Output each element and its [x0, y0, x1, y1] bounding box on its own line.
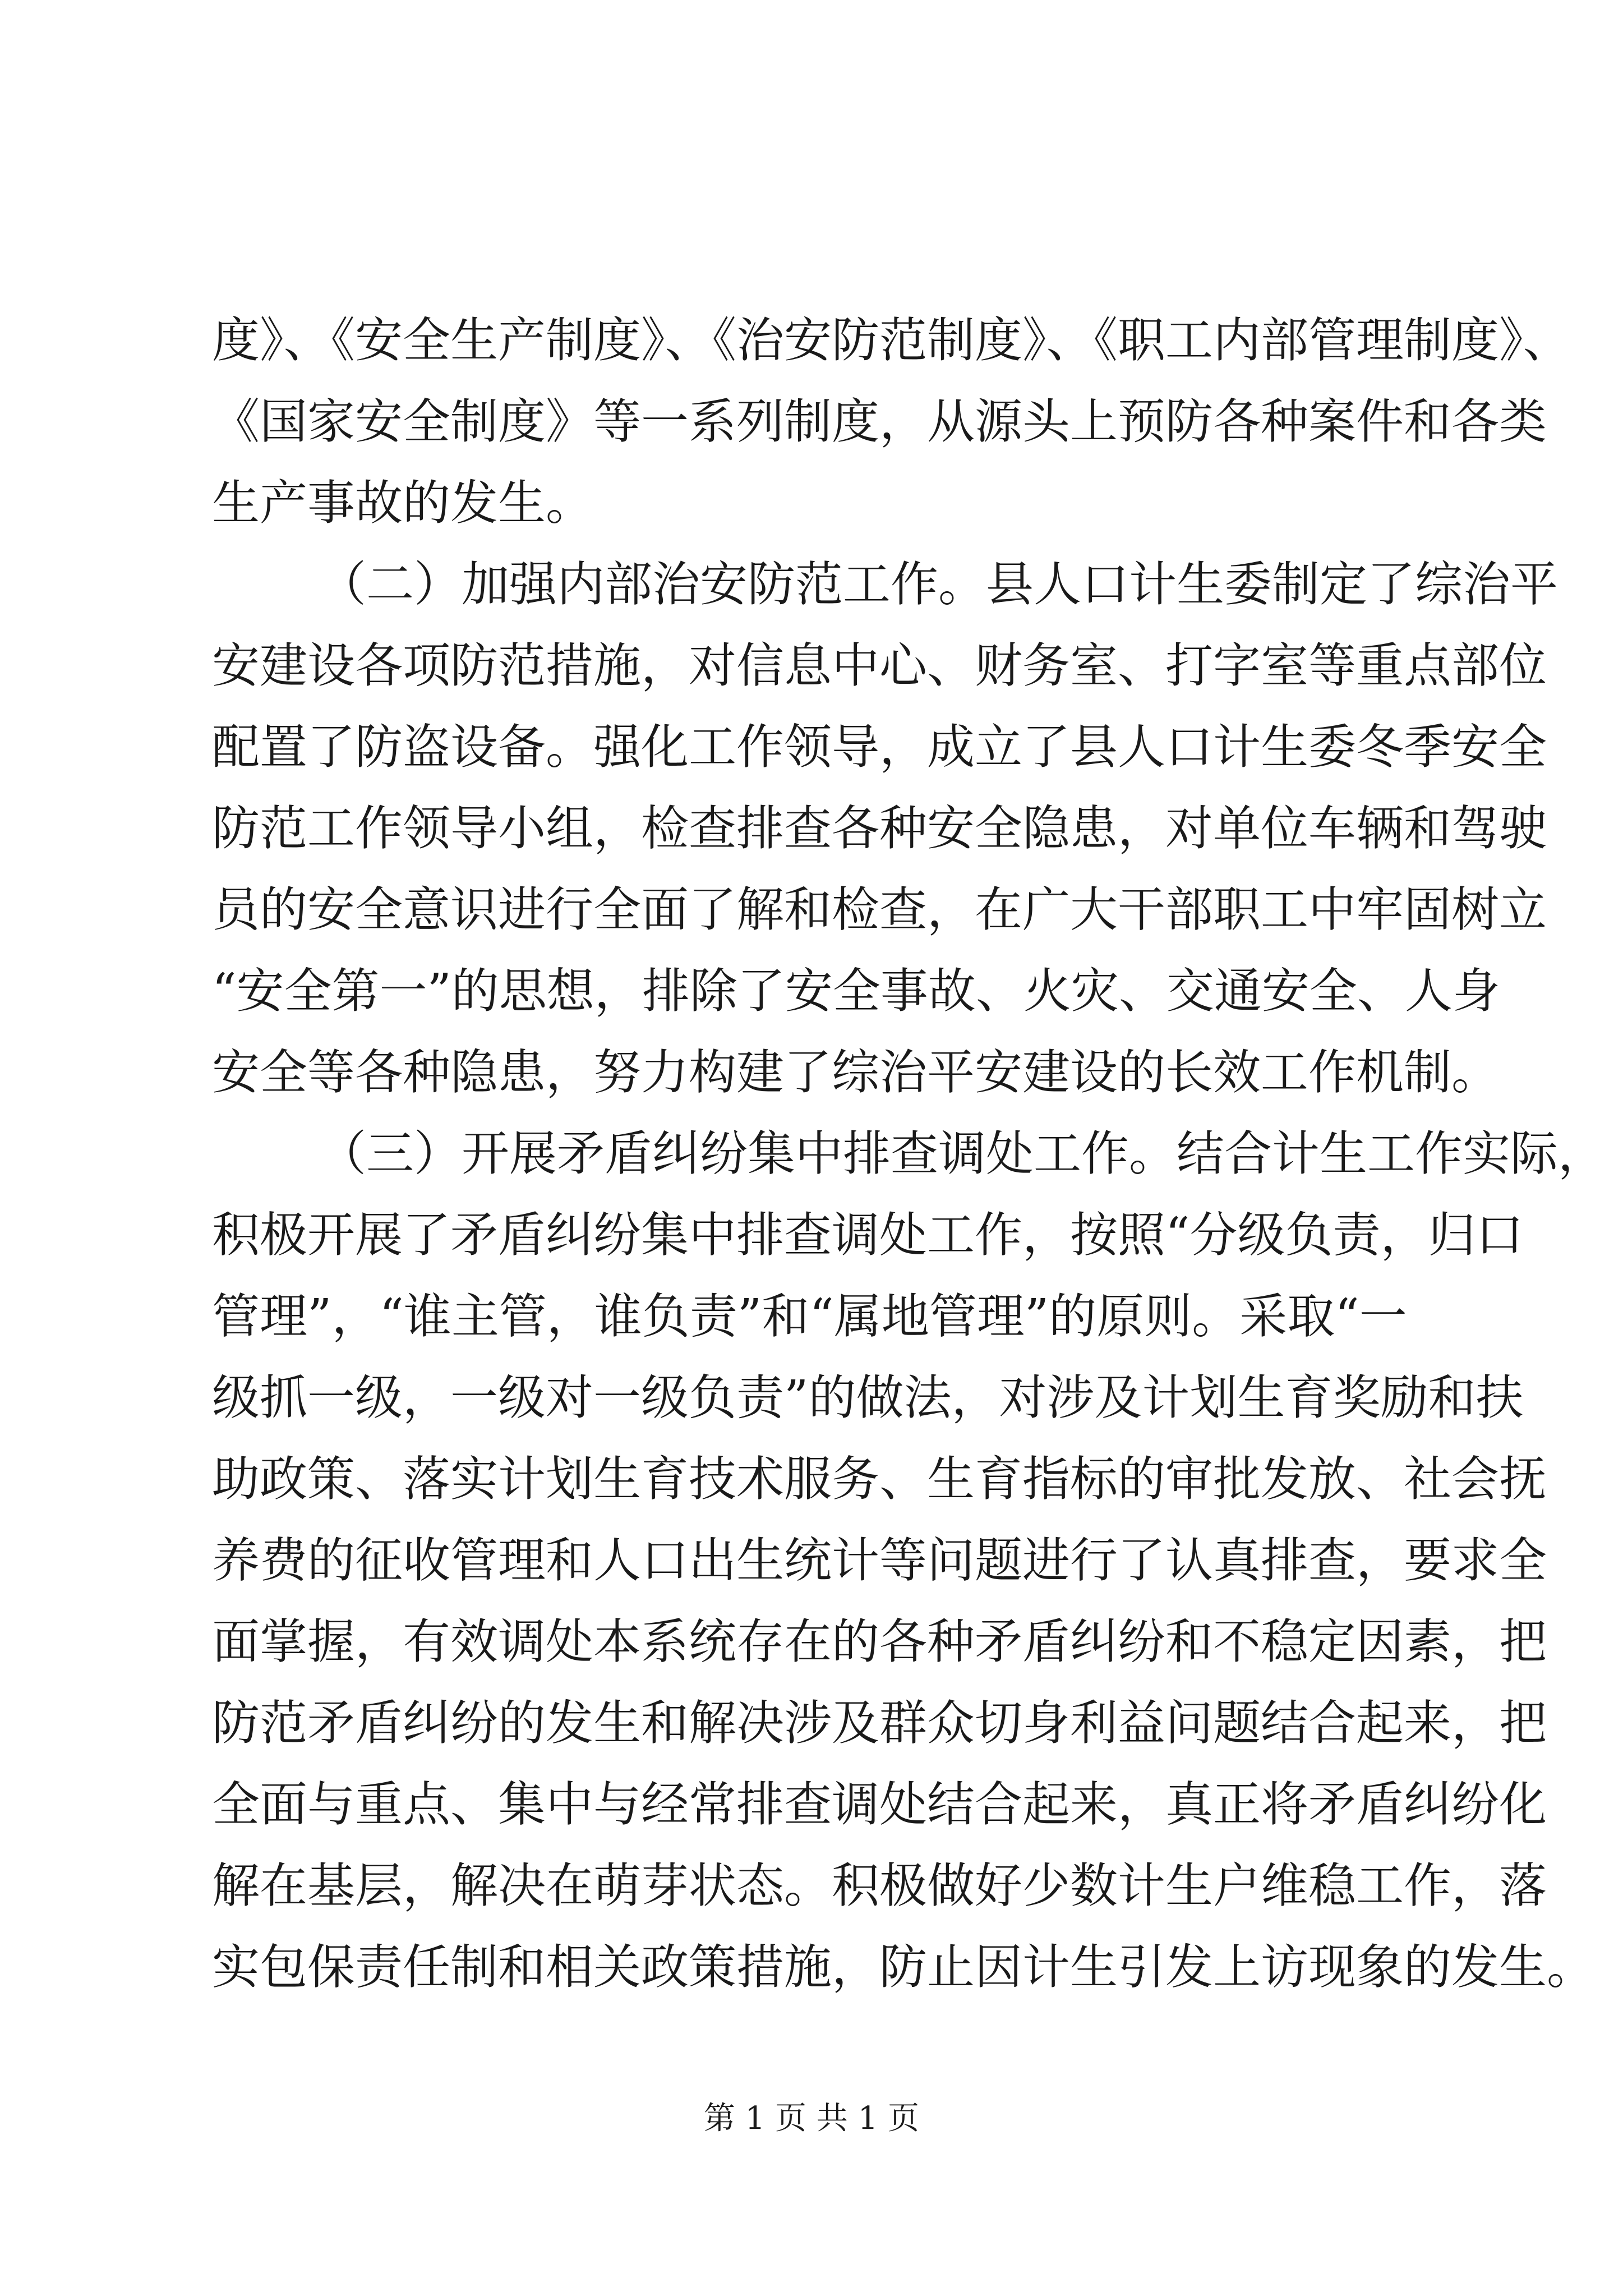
paragraph-line: 管理”，“谁主管，谁负责”和“属地管理”的原则。采取“一 [212, 1289, 1407, 1345]
paragraph-line: 安全等各种隐患，努力构建了综治平安建设的长效工作机制。 [212, 1045, 1500, 1101]
page-number-footer: 第 1 页 共 1 页 [703, 2100, 920, 2137]
paragraph-line: 实包保责任制和相关政策措施，防止因计生引发上访现象的发生。 [212, 1940, 1595, 1995]
paragraph-line: 全面与重点、集中与经常排查调处结合起来，真正将矛盾纠纷化 [212, 1777, 1547, 1833]
paragraph-line: “安全第一”的思想，排除了安全事故、火灾、交通安全、人身 [212, 964, 1500, 1019]
paragraph-line: 防范矛盾纠纷的发生和解决涉及群众切身利益问题结合起来，把 [212, 1696, 1547, 1751]
paragraph-line: 配置了防盗设备。强化工作领导，成立了县人口计生委冬季安全 [212, 720, 1547, 775]
paragraph-line: （三）开展矛盾纠纷集中排查调处工作。结合计生工作实际， [319, 1126, 1606, 1182]
paragraph-line: 生产事故的发生。 [212, 476, 594, 531]
paragraph-line: 度》、《安全生产制度》、《治安防范制度》、《职工内部管理制度》、 [212, 313, 1571, 369]
paragraph-line: 养费的征收管理和人口出生统计等问题进行了认真排查，要求全 [212, 1533, 1547, 1589]
paragraph-line: 《国家安全制度》等一系列制度，从源头上预防各种案件和各类 [212, 394, 1547, 450]
paragraph-line: 安建设各项防范措施，对信息中心、财务室、打字室等重点部位 [212, 638, 1547, 694]
paragraph-line: 员的安全意识进行全面了解和检查，在广大干部职工中牢固树立 [212, 882, 1547, 938]
paragraph-line: 积极开展了矛盾纠纷集中排查调处工作，按照“分级负责，归口 [212, 1208, 1524, 1263]
paragraph-line: 面掌握，有效调处本系统存在的各种矛盾纠纷和不稳定因素，把 [212, 1614, 1547, 1670]
paragraph-line: 解在基层，解决在萌芽状态。积极做好少数计生户维稳工作，落 [212, 1858, 1547, 1914]
paragraph-line: 防范工作领导小组，检查排查各种安全隐患，对单位车辆和驾驶 [212, 801, 1547, 857]
paragraph-line: 级抓一级，一级对一级负责”的做法，对涉及计划生育奖励和扶 [212, 1370, 1524, 1426]
paragraph-line: 助政策、落实计划生育技术服务、生育指标的审批发放、社会抚 [212, 1452, 1547, 1507]
paragraph-line: （二）加强内部治安防范工作。县人口计生委制定了综治平 [319, 557, 1559, 613]
